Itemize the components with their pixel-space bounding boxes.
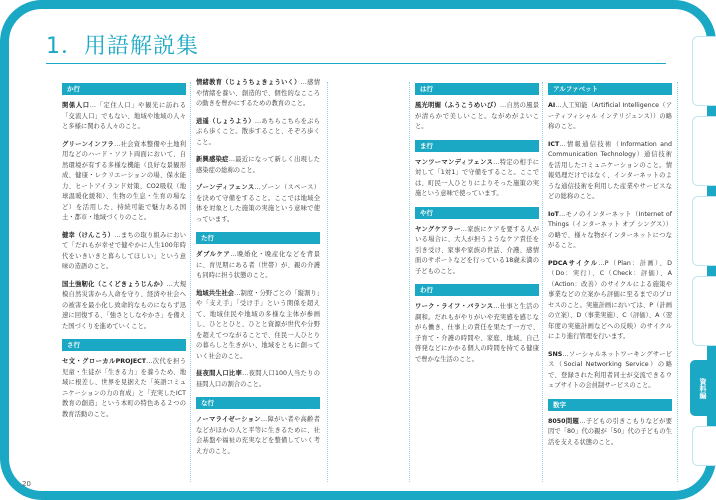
glossary-term: 昼夜間人口比率 [196,370,243,377]
page-number: 20 [22,480,31,488]
glossary-entry [548,101,672,133]
glossary-entry [62,140,186,224]
side-tab-shiryo[interactable]: 資料編 [690,360,716,416]
glossary-definition: …まちの取り組みにおいて「だれもが幸せで健やかに人生100年時代をいきいきと暮らしてほしい」という意味の造語のこと。 [62,231,186,270]
glossary-term: SNS [548,350,563,358]
glossary-entry [415,101,539,133]
glossary-entry [62,280,186,333]
title-divider [46,63,666,64]
glossary-definition: …子どもの引きこもりなどが要因で「80」代の親が「50」代の子どもの生活を支える状態のこと。 [548,417,673,446]
glossary-term: ゾーンディフェンス [196,184,255,191]
glossary-term: セ文・グローカルPROJECT [62,358,147,365]
glossary-definition: …家族にケアを要する人がいる場合に、大人が担うようなケア責任を引き受け、家事や家族の世話、介護、感情面のサポートなどを行っている18歳未満の子どものこと。 [415,225,540,275]
glossary-term: 関係人口 [62,102,90,109]
glossary-term: PDCAサイクル [548,259,599,267]
glossary-term: 逍遥（しょうよう） [196,117,255,125]
column-divider [190,82,191,482]
glossary-term: 国土強靭化（こくどきょうじんか） [62,280,167,288]
glossary-definition: …ソーシャルネットワーキングサービス（Social Networking Service）の略で、登録された利用者同士が交流できるウェブサイトの会員制サービスのこと。 [548,350,672,389]
glossary-definition: …夜間人口100人当たりの昼間人口の割合のこと。 [196,370,320,388]
glossary-entry [415,225,539,278]
section-header: は行 [415,83,539,95]
glossary-term: ダブルケア [196,251,231,258]
glossary-entry [196,117,320,149]
section-header: ま行 [415,140,539,152]
glossary-definition: …社会資本整備や土地利用などのハード・ソフト両面において、自然環境が有する多様な機能（良好な景観形成、健康・レクリエーションの場、保水能力、ヒートアイランド対策、CO2吸収（地球温暖化緩和）、生物の生息・生育の場など）を活用した、持続可能で魅力ある国土・都市・地域づくりのこと。 [62,140,187,221]
glossary-entry [196,155,320,176]
glossary-entry [415,158,539,200]
glossary-entry [196,250,320,282]
section-header: か行 [62,83,186,95]
glossary-entry [196,415,320,457]
column-divider [542,82,543,482]
glossary-term: ノーマライゼーション [196,416,261,423]
section-header: な行 [196,397,320,409]
glossary-entry [62,231,186,273]
glossary-entry [548,350,672,392]
glossary-entry [196,183,320,225]
index-tab-6[interactable] [692,426,716,466]
glossary-definition: …次代を担う児童・生徒が「生きる力」を養うため、地域に根差し、世界を見据えた「英語コミュニケーションの力の育成」と「充実したICT教育の創造」という本町の特色ある２つの教育活動のこと。 [62,358,186,418]
glossary-column-1 [62,78,186,427]
glossary-definition: …人工知能（Artificial Intelligence（アーティフィシャル インテリジェンス））の略称のこと。 [548,102,672,130]
glossary-definition: …ゾーン（スペース）を決めて守備をすること。ここでは地域全体を対象とした施策の実施という意味で使っています。 [196,184,320,223]
glossary-term: 新興感染症 [196,156,229,163]
section-header: さ行 [62,339,186,351]
glossary-entry [196,369,320,390]
glossary-definition: …仕事と生活の調和。だれもがやりがいや充実感を感じながら働き、仕事上の責任を果たす一方で、子育て・介護の時間や、家庭、地域、自己啓発などにかかる個人の時間を持てる健康で豊かな生活のこと。 [415,303,539,363]
glossary-entry [415,302,539,365]
glossary-definition: …障がい者や高齢者などがほかの人と平等に生きるために、社会基盤や福祉の充実などを整備していく考え方のこと。 [196,416,321,455]
section-header: わ行 [415,284,539,296]
glossary-definition: …特定の相手に対して「1対1」で守備をすること。ここでは、町民一人ひとりによりそった施策の実施という意味で使っています。 [415,158,540,197]
glossary-term: マンツーマンディフェンス [415,158,494,166]
glossary-entry [548,210,672,252]
glossary-definition: …あちらこちらをぶらぶら歩くこと。散歩すること、そぞろ歩くこと。 [196,117,321,146]
glossary-term: ワーク・ライフ・バランス [415,303,494,310]
glossary-definition: …最近になって新しく出現した感染症の総称のこと。 [196,156,321,174]
glossary-definition: …晩婚化・晩産化などを背景に、育児期にある者（世帯）が、親の介護も同時に担う状態のこと。 [196,251,321,279]
glossary-entry [548,259,672,343]
glossary-term: グリーンインフラ [62,140,115,148]
glossary-entry [548,140,672,203]
glossary-column-4 [548,78,672,455]
glossary-term: 健幸（けんこう） [62,231,115,239]
index-tab-2[interactable] [692,116,716,186]
index-tab-4[interactable] [692,276,716,346]
glossary-definition: …制度・分野ごとの「縦割り」や「支え手」「受け手」という関係を超えて、地域住民や地域の多様な主体が参画し、ひととひと、ひとと資源が世代や分野を超えてつながることで、住民一人ひとりの暮らしと生きがい、地域をともに創っていく社会のこと。 [196,289,321,360]
glossary-entry [62,357,186,420]
section-header: や行 [415,207,539,219]
section-header: 数字 [548,399,672,411]
column-divider [677,82,678,482]
glossary-definition: …自然の風景が清らかで美しいこと。ながめがよいこと。 [415,102,540,130]
glossary-definition: …「定住人口」や観光に訪れる「交流人口」でもない、地域や地域の人々と多様に関わる人々のこと。 [62,102,187,130]
glossary-term: ICT [548,140,560,148]
section-header: た行 [196,232,320,244]
page-title: 1．用語解説集 [46,34,199,59]
column-divider [409,82,410,482]
glossary-definition: …感情や情緒を養い、創造的で、個性的なこころの動きを豊かにするための教育のこと。 [196,79,320,107]
glossary-term: 8050問題 [548,417,580,425]
glossary-entry [196,289,320,363]
glossary-definition: …モノのインターネット（Internet of Things（インターネット オブ シングス））の略で、様々な物がインターネットにつながること。 [548,210,672,249]
glossary-entry [548,417,672,449]
glossary-entry [196,78,320,110]
glossary-term: ヤングケアラー [415,225,461,233]
glossary-column-3 [415,78,539,372]
glossary-definition: …P（Plan：計画）、D（Do：実行）、C（Check：評価）、A（Action：改善）のサイクルによる施策や事業などの立案から評価に至るまでのプロセスのこと。実施計画においては、P（計画の立案）、D（事業実施）、C（評価）、A（翌年度の実施計画などへの反映）のサイクルにより進行管理を行います。 [548,259,672,340]
section-header: アルファベット [548,83,672,95]
glossary-entry [62,101,186,133]
glossary-term: 風光明媚（ふうこうめいび） [415,102,501,109]
glossary-term: 情緒教育（じょうちょきょういく） [196,79,301,86]
glossary-term: IoT [548,210,559,218]
glossary-column-2 [196,78,320,464]
index-tab-1[interactable] [692,36,716,106]
glossary-term: AI [548,102,556,109]
glossary-definition: …情報通信技術（Information and Communication Technology）通信技術を活用したコミュニケーションのこと。情報処理だけではなく、インターネットのような通信技術を利用した産業やサービスなどの総称のこと。 [548,140,672,200]
glossary-definition: …大規模自然災害から人命を守り、経済や社会への被害を最小化し致命的なものにならず迅速に回復する、「強さとしなやかさ」を備えた国づくりを進めていくこと。 [62,280,186,330]
index-tab-3[interactable] [692,196,716,266]
glossary-term: 地域共生社会 [196,289,235,297]
column-divider [327,82,328,482]
